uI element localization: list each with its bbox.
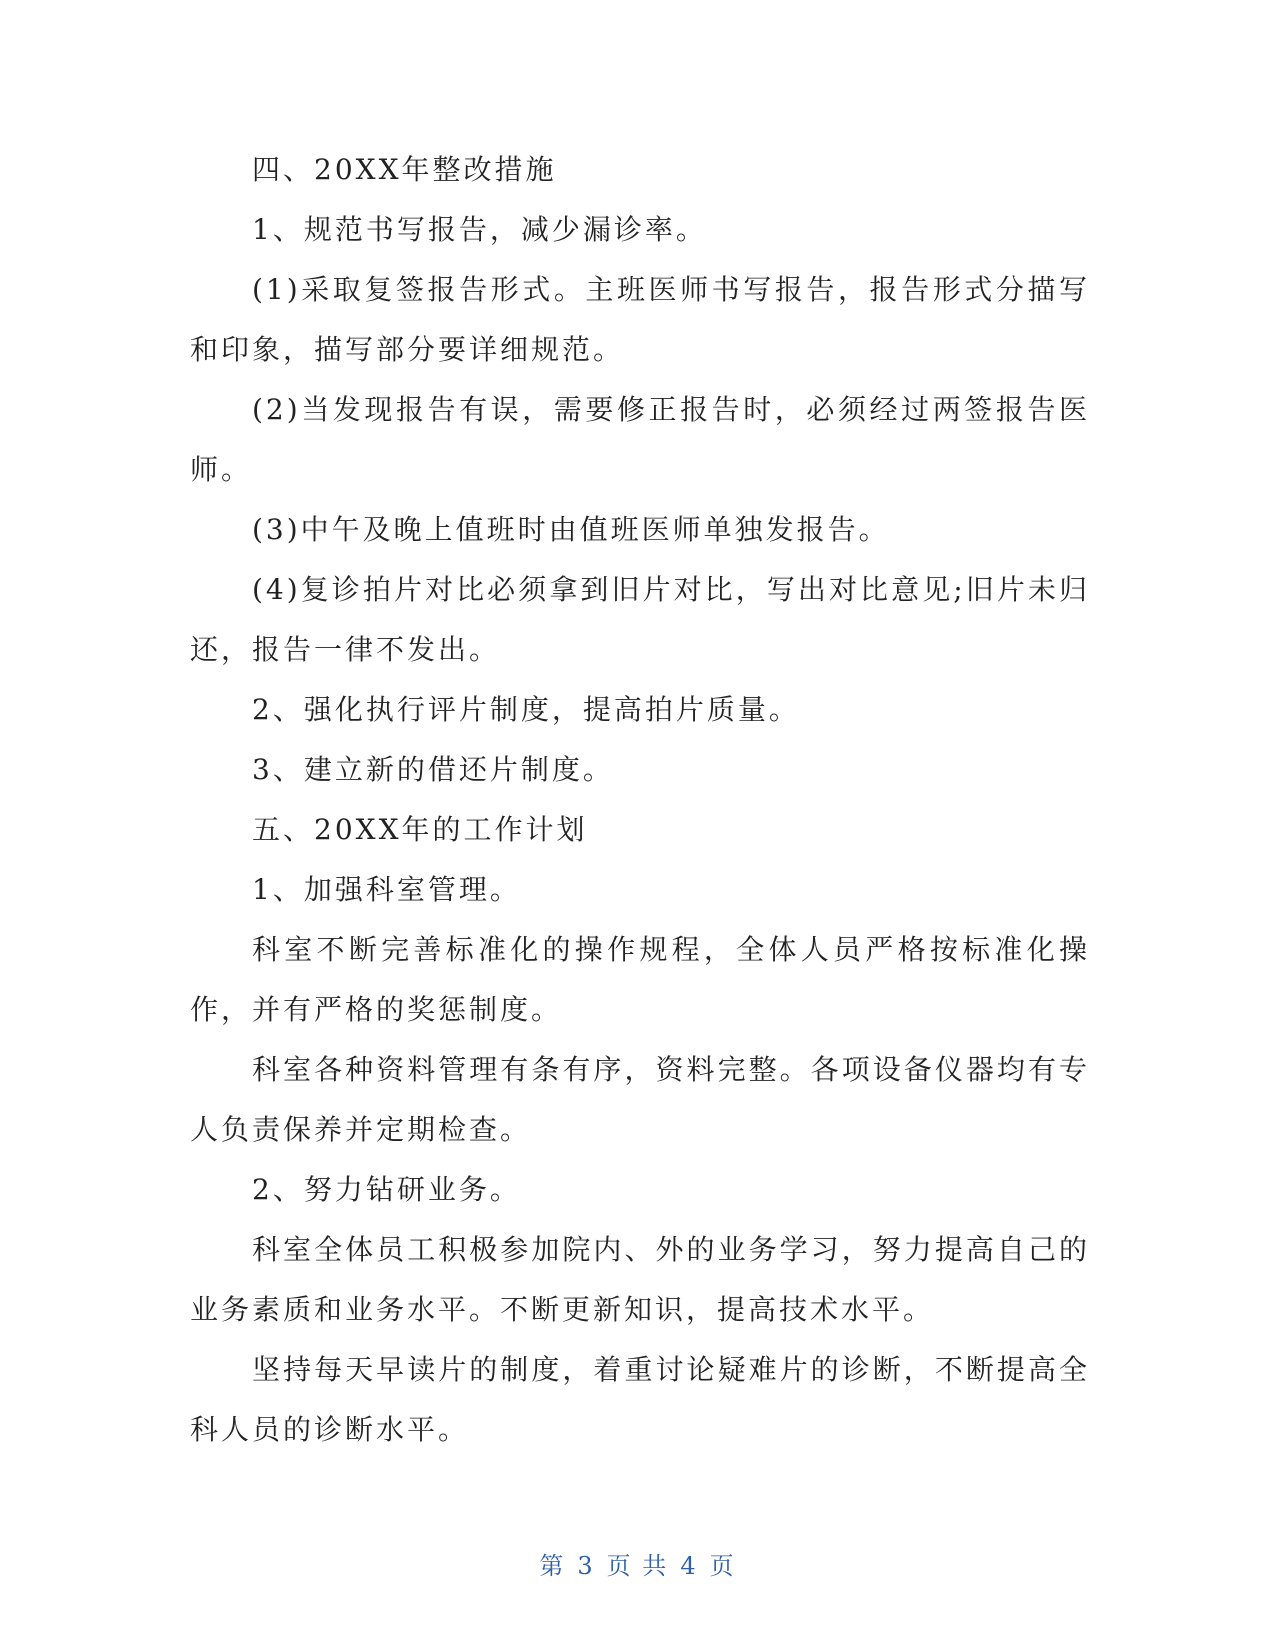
section-heading-4: 四、20XX年整改措施 (252, 153, 557, 186)
list-item: (3)中午及晚上值班时由值班医师单独发报告。 (252, 513, 890, 546)
list-item: 1、加强科室管理。 (252, 873, 521, 906)
list-item: 1、规范书写报告，减少漏诊率。 (252, 213, 707, 246)
list-item: (2)当发现报告有误，需要修正报告时，必须经过两签报告医师。 (190, 393, 1090, 486)
body-paragraph: 坚持每天早读片的制度，着重讨论疑难片的诊断，不断提高全科人员的诊断水平。 (190, 1353, 1090, 1446)
list-item: (1)采取复签报告形式。主班医师书写报告，报告形式分描写和印象，描写部分要详细规范。 (190, 273, 1090, 366)
footer-suffix: 页 (709, 1552, 736, 1580)
total-pages-number: 4 (680, 1552, 698, 1580)
body-paragraph: 科室不断完善标准化的操作规程，全体人员严格按标准化操作，并有严格的奖惩制度。 (190, 933, 1090, 1026)
list-item: 3、建立新的借还片制度。 (252, 753, 614, 786)
section-heading-5: 五、20XX年的工作计划 (252, 813, 588, 846)
current-page-number: 3 (577, 1552, 595, 1580)
footer-middle: 页 共 (606, 1552, 669, 1580)
body-paragraph: 科室全体员工积极参加院内、外的业务学习，努力提高自己的业务素质和业务水平。不断更新知识，提高技术水平。 (190, 1233, 1090, 1326)
body-paragraph: 科室各种资料管理有条有序，资料完整。各项设备仪器均有专人负责保养并定期检查。 (190, 1053, 1090, 1146)
list-item: (4)复诊拍片对比必须拿到旧片对比，写出对比意见;旧片未归还，报告一律不发出。 (190, 573, 1090, 666)
footer-prefix: 第 (539, 1552, 566, 1580)
page-footer (0, 1546, 1275, 1581)
document-body (190, 140, 1090, 1460)
list-item: 2、努力钻研业务。 (252, 1173, 521, 1206)
list-item: 2、强化执行评片制度，提高拍片质量。 (252, 693, 800, 726)
